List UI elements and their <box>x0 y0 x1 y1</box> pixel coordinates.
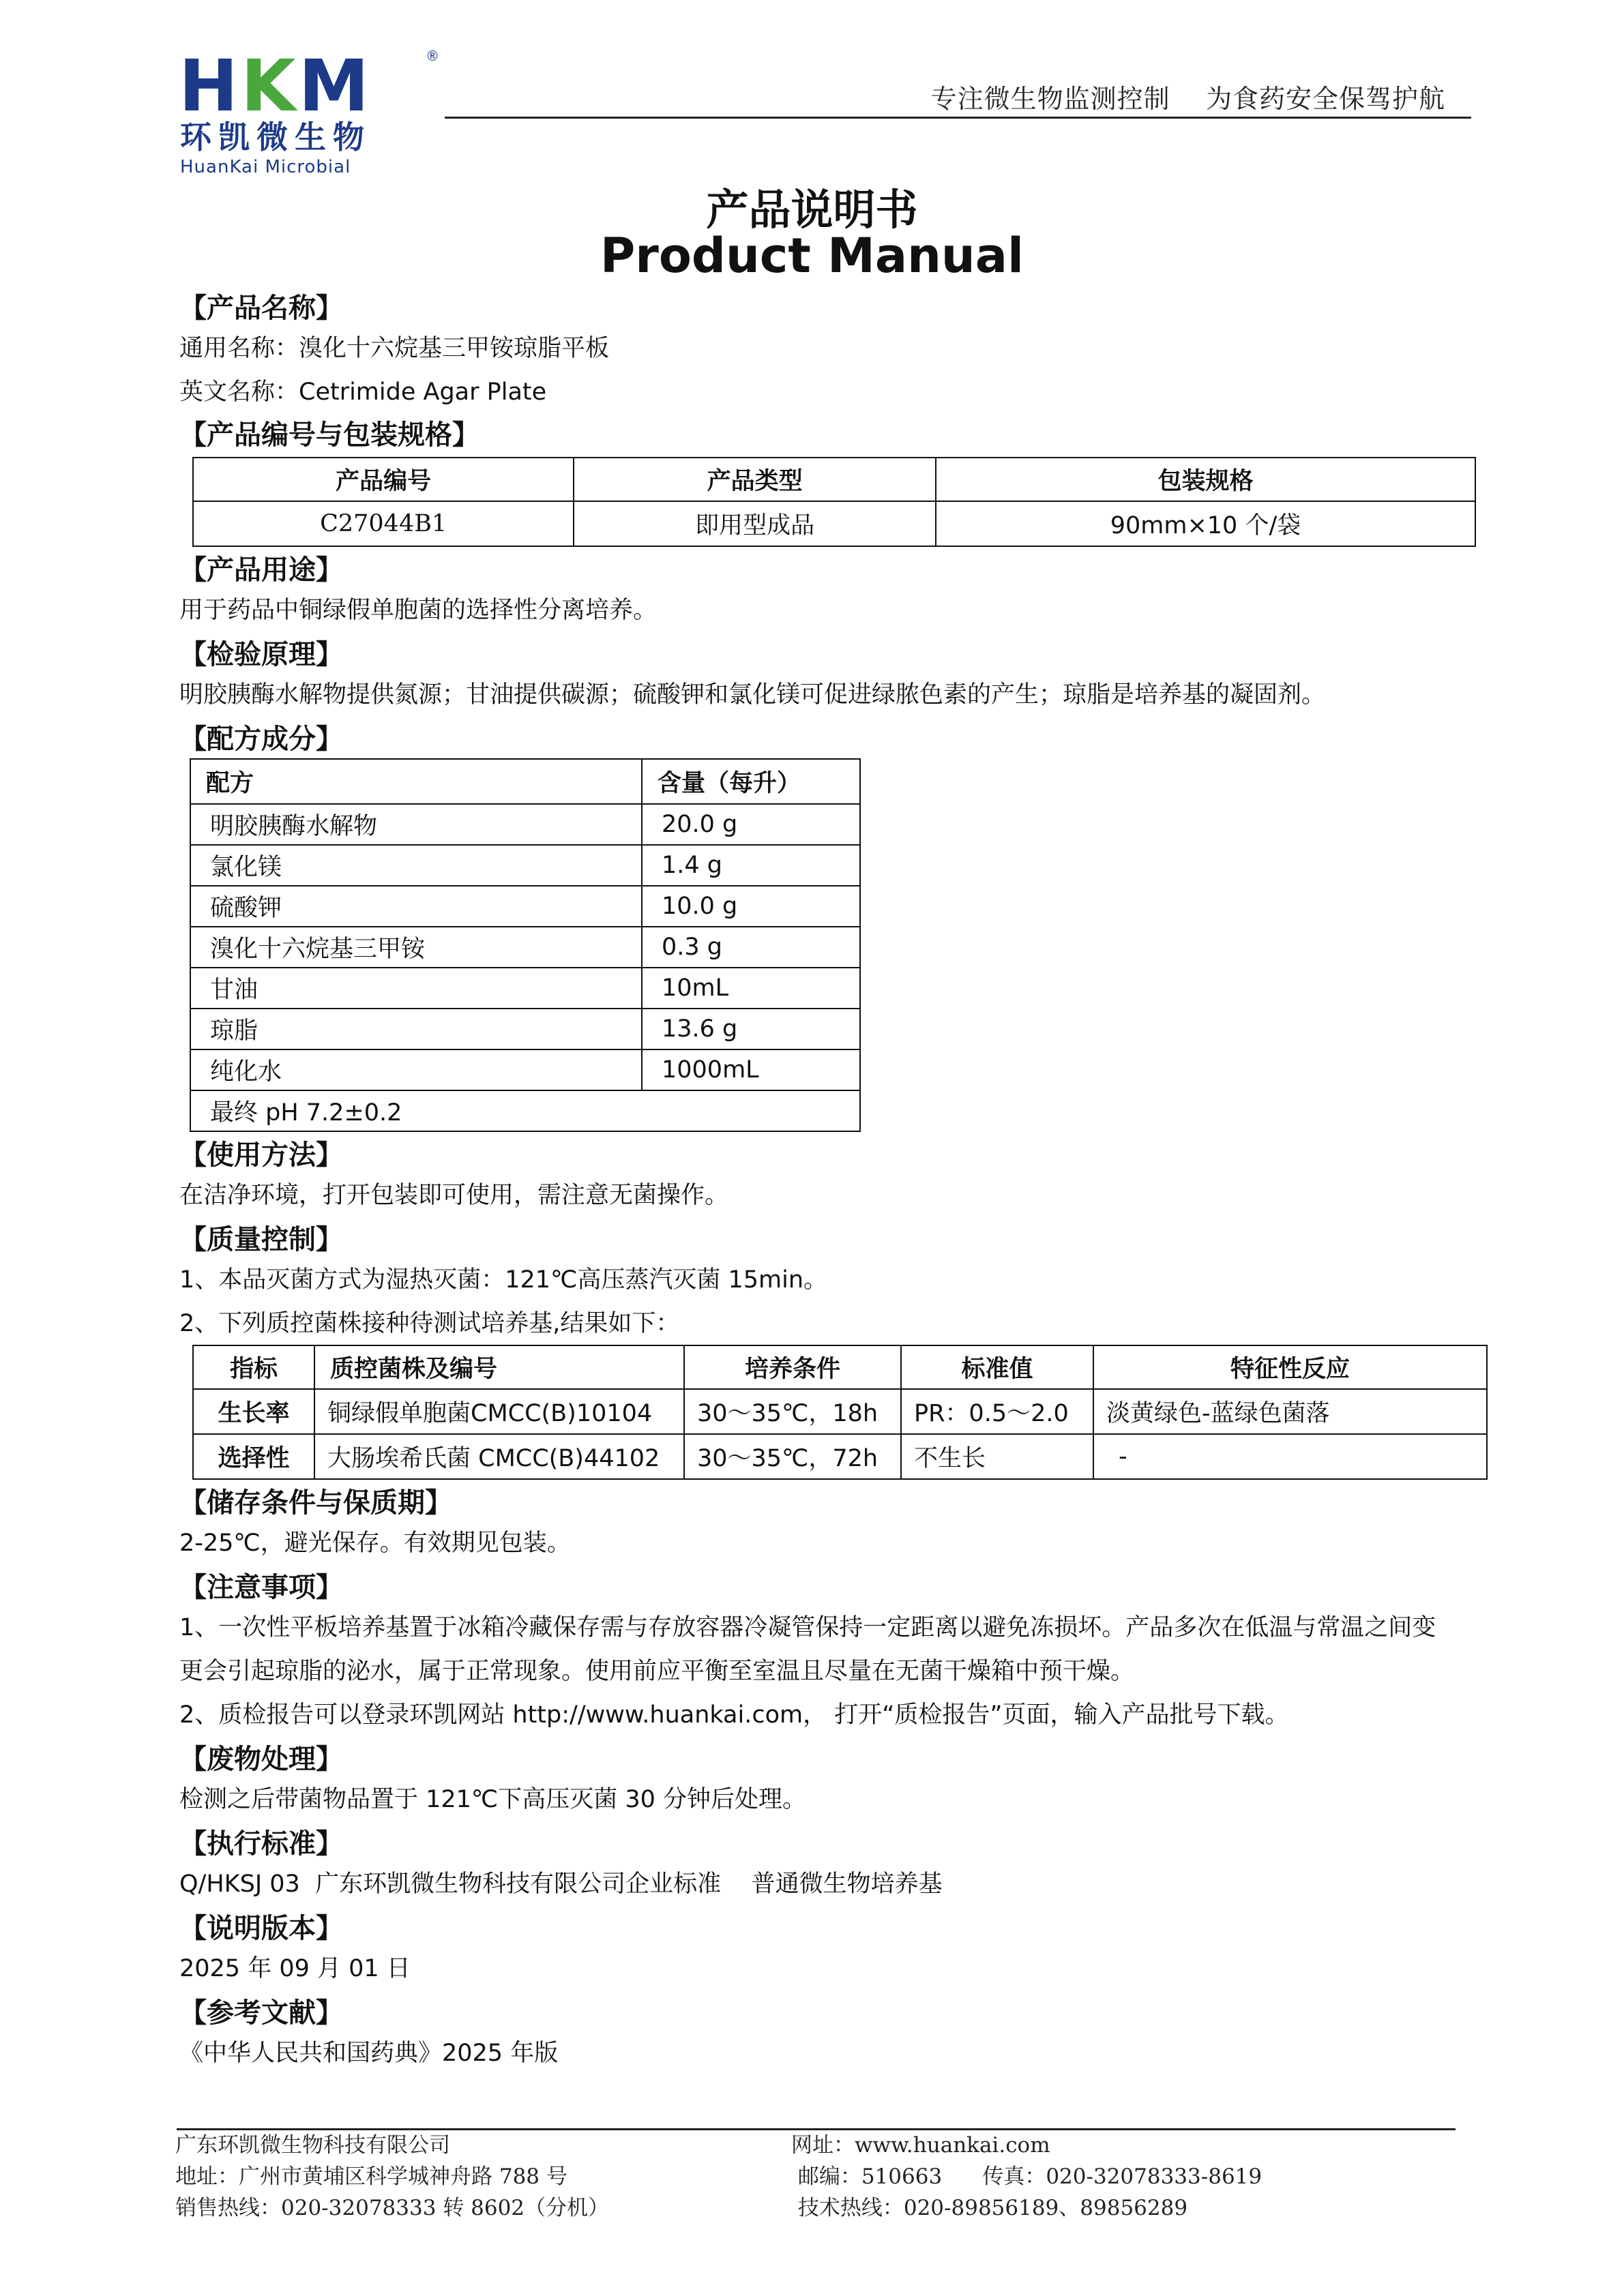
section-heading-product-name: 【产品名称】 <box>179 293 343 324</box>
footer-tech-hotline: 技术热线：020-89856189、89856289 <box>791 2196 1188 2220</box>
ingredient-amount: 13.6 g <box>642 1009 860 1049</box>
header-slogan: 专注微生物监测控制 为食药安全保驾护航 <box>930 84 1445 114</box>
table-row <box>190 1090 860 1131</box>
document-title-en: Product Manual <box>600 228 1024 284</box>
ingredient-name: 硫酸钾 <box>190 886 642 927</box>
table-header-cell: 指标 <box>193 1345 314 1389</box>
ingredient-amount: 1.4 g <box>642 845 860 886</box>
indicator-cell: 选择性 <box>193 1434 314 1479</box>
table-row <box>190 927 860 968</box>
notes-line-1a: 1、一次性平板培养基置于冰箱冷藏保存需与存放容器冷凝管保持一定距离以避免冻损坏。产品多次在低温与常温之间变 <box>179 1614 1436 1641</box>
notes-line-2: 2、质检报告可以登录环凯网站 http://www.huankai.com， 打开“质检报告”页面，输入产品批号下载。 <box>179 1701 1289 1729</box>
quality-line-2: 2、下列质控菌株接种待测试培养基,结果如下： <box>179 1310 680 1337</box>
table-row <box>193 1434 1487 1479</box>
quality-line-1: 1、本品灭菌方式为湿热灭菌：121℃高压蒸汽灭菌 15min。 <box>179 1266 828 1294</box>
ingredient-amount: 20.0 g <box>642 804 860 845</box>
table-header-cell: 含量（每升） <box>642 759 860 804</box>
method-text: 在洁净环境，打开包装即可使用，需注意无菌操作。 <box>179 1182 729 1209</box>
ingredient-amount: 10mL <box>642 968 860 1009</box>
section-heading-usage: 【产品用途】 <box>179 554 343 586</box>
manual-content <box>179 289 1489 2078</box>
table-header-cell: 包装规格 <box>936 458 1475 501</box>
notes-line-1b: 更会引起琼脂的泌水，属于正常现象。使用前应平衡至室温且尽量在无菌干燥箱中预干燥。 <box>179 1658 1135 1685</box>
reaction-cell: - <box>1093 1434 1487 1479</box>
section-heading-notes: 【注意事项】 <box>179 1572 343 1603</box>
version-text: 2025 年 09 月 01 日 <box>179 1955 411 1982</box>
section-heading-references: 【参考文献】 <box>179 1997 343 2029</box>
ingredient-amount: 10.0 g <box>642 886 860 927</box>
footer-postcode-fax: 邮编：510663 传真：020-32078333-8619 <box>791 2164 1263 2189</box>
table-header-cell: 产品编号 <box>193 458 574 501</box>
section-heading-disposal: 【废物处理】 <box>179 1744 343 1775</box>
ingredient-amount: 1000mL <box>642 1049 860 1090</box>
condition-cell: 30～35℃，18h <box>684 1389 901 1434</box>
logo-chinese-name: 环凯微生物 <box>180 119 371 155</box>
final-ph: 最终 pH 7.2±0.2 <box>190 1090 860 1131</box>
packaging-table <box>192 457 1476 547</box>
table-row <box>193 1389 1487 1434</box>
registered-mark-icon: ® <box>426 48 439 64</box>
section-heading-principle: 【检验原理】 <box>179 639 343 670</box>
table-row <box>190 968 860 1009</box>
footer-company: 广东环凯微生物科技有限公司 <box>175 2133 450 2158</box>
formula-table <box>190 758 861 1132</box>
table-header-cell: 产品类型 <box>574 458 936 501</box>
document-title-cn: 产品说明书 <box>706 185 918 235</box>
table-header-cell: 标准值 <box>901 1345 1093 1389</box>
section-heading-formula: 【配方成分】 <box>179 724 343 755</box>
table-row <box>190 886 860 927</box>
storage-text: 2-25℃，避光保存。有效期见包装。 <box>179 1530 571 1557</box>
section-heading-packaging: 【产品编号与包装规格】 <box>179 419 479 451</box>
usage-text: 用于药品中铜绿假单胞菌的选择性分离培养。 <box>179 597 658 624</box>
standard-value-cell: PR：0.5～2.0 <box>901 1389 1093 1434</box>
strain-cell: 大肠埃希氏菌 CMCC(B)44102 <box>314 1434 684 1479</box>
ingredient-name: 琼脂 <box>190 1009 642 1049</box>
english-name: 英文名称：Cetrimide Agar Plate <box>179 378 547 406</box>
section-heading-method: 【使用方法】 <box>179 1139 343 1171</box>
table-header-cell: 质控菌株及编号 <box>314 1345 684 1389</box>
standard-value-cell: 不生长 <box>901 1434 1093 1479</box>
product-code: C27044B1 <box>193 501 574 546</box>
footer-left <box>175 2130 609 2224</box>
strain-cell: 铜绿假单胞菌CMCC(B)10104 <box>314 1389 684 1434</box>
table-row <box>190 1009 860 1049</box>
section-heading-standard: 【执行标准】 <box>179 1828 343 1860</box>
ingredient-name: 氯化镁 <box>190 845 642 886</box>
footer-sales-hotline: 销售热线：020-32078333 转 8602（分机） <box>175 2196 610 2220</box>
company-logo <box>179 44 452 177</box>
table-header-row <box>193 458 1475 501</box>
table-row <box>193 501 1475 546</box>
product-type: 即用型成品 <box>574 501 936 546</box>
ingredient-name: 甘油 <box>190 968 642 1009</box>
reaction-cell: 淡黄绿色-蓝绿色菌落 <box>1093 1389 1487 1434</box>
section-heading-quality: 【质量控制】 <box>179 1224 343 1255</box>
footer-right <box>791 2130 1262 2224</box>
section-heading-version: 【说明版本】 <box>179 1913 343 1944</box>
common-name: 通用名称：溴化十六烷基三甲铵琼脂平板 <box>179 335 610 362</box>
disposal-text: 检测之后带菌物品置于 121℃下高压灭菌 30 分钟后处理。 <box>179 1786 807 1813</box>
table-header-cell: 特征性反应 <box>1093 1345 1487 1389</box>
table-header-cell: 配方 <box>190 759 642 804</box>
logo-english-name: HuanKai Microbial <box>180 157 351 177</box>
footer-website: 网址：www.huankai.com <box>791 2133 1050 2158</box>
footer-address: 地址：广州市黄埔区科学城神舟路 788 号 <box>175 2164 567 2189</box>
header-divider <box>445 117 1471 119</box>
ingredient-name: 溴化十六烷基三甲铵 <box>190 927 642 968</box>
section-heading-storage: 【储存条件与保质期】 <box>179 1487 452 1519</box>
table-header-row <box>193 1345 1487 1389</box>
ingredient-amount: 0.3 g <box>642 927 860 968</box>
quality-control-table <box>192 1345 1488 1480</box>
logo-mark: HKM <box>179 44 372 128</box>
table-header-cell: 培养条件 <box>684 1345 901 1389</box>
principle-text: 明胶胰酶水解物提供氮源；甘油提供碳源；硫酸钾和氯化镁可促进绿脓色素的产生；琼脂是培养基的凝固剂。 <box>179 681 1326 709</box>
package-spec: 90mm×10 个/袋 <box>936 501 1475 546</box>
references-text: 《中华人民共和国药典》2025 年版 <box>179 2040 559 2067</box>
ingredient-name: 纯化水 <box>190 1049 642 1090</box>
table-row <box>190 804 860 845</box>
condition-cell: 30～35℃，72h <box>684 1434 901 1479</box>
standard-text: Q/HKSJ 03 广东环凯微生物科技有限公司企业标准 普通微生物培养基 <box>179 1870 943 1898</box>
table-row <box>190 1049 860 1090</box>
table-row <box>190 845 860 886</box>
table-header-row <box>190 759 860 804</box>
indicator-cell: 生长率 <box>193 1389 314 1434</box>
ingredient-name: 明胶胰酶水解物 <box>190 804 642 845</box>
